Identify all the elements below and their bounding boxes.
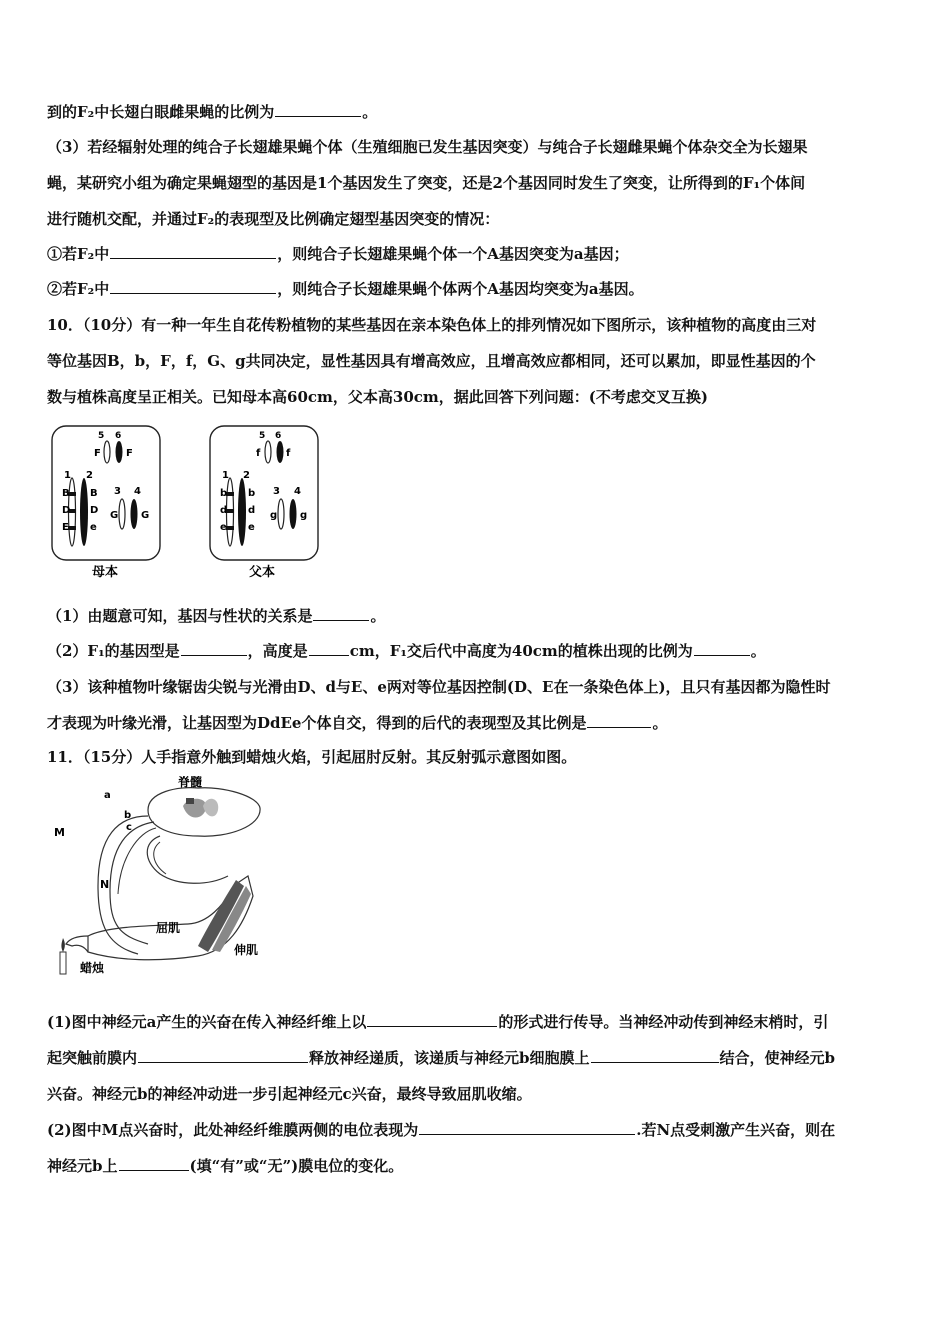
answer-blank[interactable] [591,1048,719,1063]
svg-text:3: 3 [114,486,121,497]
svg-text:e: e [90,522,97,533]
svg-text:1: 1 [64,470,71,481]
svg-text:E: E [62,522,69,533]
svg-text:d: d [220,505,228,516]
svg-text:B: B [90,488,98,499]
father-diagram [210,426,318,580]
q9-case-2: ②若F₂中 ，则纯合子长翅雄果蝇个体两个A基因均突变为a基因。 [47,280,644,298]
q11-part-1-line-2: 起突触前膜内 释放神经递质，该递质与神经元b细胞膜上 结合，使神经元b [47,1049,836,1067]
answer-blank[interactable] [313,606,369,621]
svg-text:4: 4 [294,486,301,497]
svg-text:g: g [270,510,278,521]
chromosome-figure [44,422,334,582]
q9-part3-line-3: 进行随机交配，并通过F₂的表现型及比例确定翅型基因突变的情况： [47,210,500,228]
mother-caption: 母本 [92,565,119,580]
svg-text:G: G [141,510,150,521]
q10-line-2: 等位基因B，b，F，f，G、g共同决定，显性基因具有增高效应，且增高效应都相同，还可以累加，即显性基因的个 [47,352,816,370]
svg-text:F: F [94,448,101,459]
svg-text:6: 6 [115,431,122,441]
mother-diagram [52,426,160,580]
label-c: c [126,822,132,833]
q11-line-1: 11．（15分）人手指意外触到蜡烛火焰，引起屈肘反射。其反射弧示意图如图。 [47,748,577,766]
label-candle: 蜡烛 [80,961,105,975]
svg-text:1: 1 [222,470,229,481]
svg-text:B: B [62,488,70,499]
label-flexor: 屈肌 [156,921,181,935]
q9-part3-line-1: （3）若经辐射处理的纯合子长翅雄果蝇个体（生殖细胞已发生基因突变）与纯合子长翅雌果蝇个体杂交全为长翅果 [47,138,808,156]
svg-text:b: b [220,488,228,499]
q10-part-1: （1）由题意可知，基因与性状的关系是 。 [47,607,386,625]
q10-part-2: （2）F₁的基因型是 ，高度是 cm，F₁交后代中高度为40cm的植株出现的比例为 。 [47,642,766,660]
svg-text:5: 5 [259,431,266,441]
q9-part3-line-2: 蝇，某研究小组为确定果蝇翅型的基因是1个基因发生了突变，还是2个基因同时发生了突变，让所得到的F₁个体间 [47,174,806,192]
svg-text:f: f [286,448,291,459]
svg-text:D: D [90,505,99,516]
svg-text:2: 2 [243,470,250,481]
q10-part-3-line-2: 才表现为叶缘光滑，让基因型为DdEe个体自交，得到的后代的表现型及其比例是 。 [47,714,668,732]
svg-text:2: 2 [86,470,93,481]
svg-text:d: d [248,505,256,516]
svg-text:6: 6 [275,431,282,441]
father-caption: 父本 [249,565,276,580]
q10-line-3: 数与植株高度呈正相关。已知母本高60cm，父本高30cm，据此回答下列问题：(不考虑交叉互换) [47,388,708,406]
q11-part-1-line-3: 兴奋。神经元b的神经冲动进一步引起神经元c兴奋，最终导致屈肌收缩。 [47,1085,532,1103]
answer-blank[interactable] [275,102,361,117]
q9-case-1: ①若F₂中 ，则纯合子长翅雄果蝇个体一个A基因突变为a基因； [47,245,629,263]
svg-text:f: f [256,448,261,459]
label-b: b [124,810,132,821]
answer-blank[interactable] [419,1120,635,1135]
svg-text:e: e [220,522,227,533]
q11-part-1-line-1: (1)图中神经元a产生的兴奋在传入神经纤维上以 的形式进行传导。当神经冲动传到神经末梢时，引 [47,1013,829,1031]
label-N: N [100,878,110,891]
q11-part-2-line-1: (2)图中M点兴奋时，此处神经纤维膜两侧的电位表现为 .若N点受刺激产生兴奋，则在 [47,1121,836,1139]
q10-line-1: 10．（10分）有一种一年生自花传粉植物的某些基因在亲本染色体上的排列情况如下图所示，该种植物的高度由三对 [47,316,817,334]
answer-blank[interactable] [181,641,247,656]
answer-blank[interactable] [110,244,276,259]
label-a: a [104,790,111,801]
svg-text:b: b [248,488,256,499]
q9-line-1: 到的F₂中长翅白眼雌果蝇的比例为 。 [47,103,378,121]
svg-text:G: G [110,510,119,521]
svg-text:F: F [126,448,133,459]
reflex-arc-figure [48,776,278,978]
svg-text:e: e [248,522,255,533]
answer-blank[interactable] [367,1012,497,1027]
label-extensor: 伸肌 [234,943,259,957]
q10-part-3-line-1: （3）该种植物叶缘锯齿尖锐与光滑由D、d与E、e两对等位基因控制(D、E在一条染色体上)，且只有基因都为隐性时 [47,678,831,696]
label-M: M [54,826,65,839]
label-spinal-cord: 脊髓 [178,776,203,789]
answer-blank[interactable] [138,1048,308,1063]
svg-text:4: 4 [134,486,141,497]
svg-text:3: 3 [273,486,280,497]
answer-blank[interactable] [119,1156,189,1171]
svg-text:D: D [62,505,71,516]
answer-blank[interactable] [587,713,651,728]
svg-text:5: 5 [98,431,105,441]
answer-blank[interactable] [309,641,349,656]
answer-blank[interactable] [694,641,750,656]
svg-text:g: g [300,510,308,521]
q11-part-2-line-2: 神经元b上 (填“有”或“无”)膜电位的变化。 [47,1157,404,1175]
answer-blank[interactable] [110,279,276,294]
